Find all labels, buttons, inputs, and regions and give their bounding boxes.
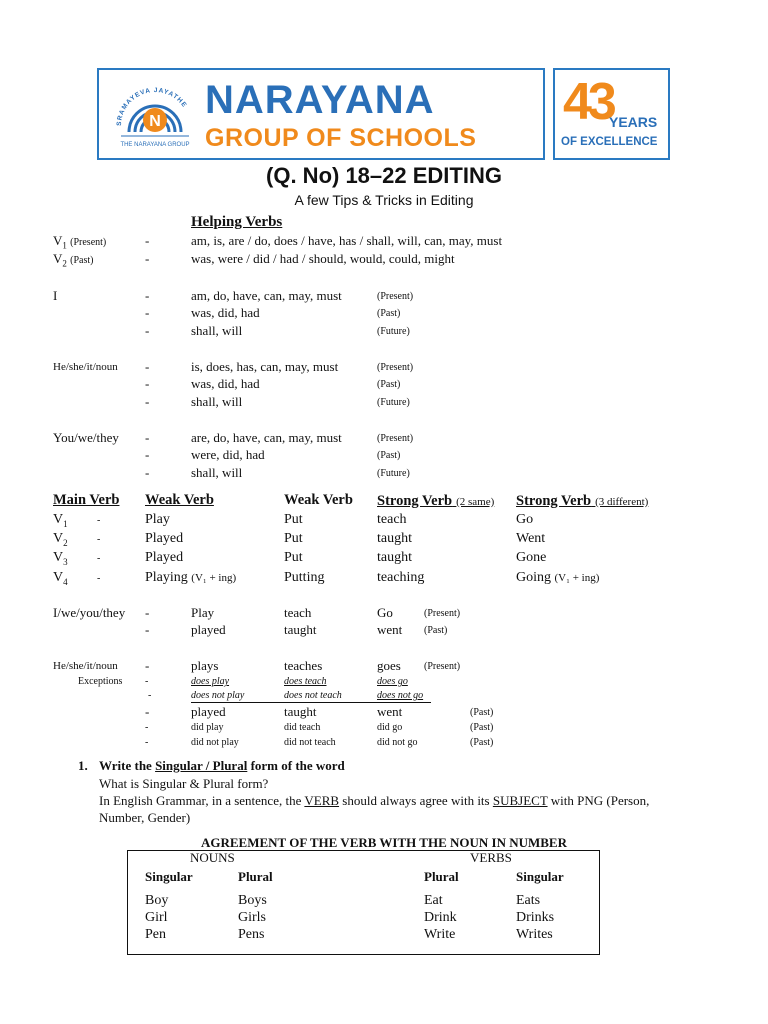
tense-tag: (Past) [424, 625, 448, 636]
years-excellence: OF EXCELLENCE [561, 136, 658, 148]
usage-cell: goes [377, 658, 401, 673]
verb-form-cell: Put [284, 512, 303, 527]
agreement-cell: Drink [424, 910, 457, 925]
agreement-cell: Pens [238, 927, 265, 942]
years-number: 43 [563, 73, 613, 131]
section-question: What is Singular & Plural form? [99, 776, 269, 791]
verb-form-label: $V_4$ [53, 570, 68, 587]
helping-verb-list: is, does, has, can, may, must [191, 359, 339, 374]
dash: - [97, 553, 101, 564]
dash: - [97, 534, 101, 545]
dash: - [145, 465, 150, 480]
verb-form-label: $V_1$ [53, 512, 68, 529]
dash: - [145, 359, 150, 374]
exception-underline [191, 702, 431, 703]
verb-form-cell: teaching [377, 570, 425, 585]
usage-cell: did go [377, 722, 403, 733]
agreement-cell: Girl [145, 910, 168, 925]
verb-form-cell: Went [516, 531, 546, 546]
dash: - [145, 658, 150, 673]
verb-form-cell: Played [145, 531, 184, 546]
col-header-weak-verb: Weak Verb [284, 492, 353, 508]
tense-tag: (Past) [470, 707, 494, 718]
section-paragraph-line2: Number, Gender) [99, 810, 191, 825]
helping-verb-list: shall, will [191, 323, 243, 338]
dash: - [145, 394, 150, 409]
table-col-header: Singular [145, 869, 193, 884]
svg-text:SRAMAYEVA JAYATHE: SRAMAYEVA JAYATHE [115, 86, 189, 127]
tense-tag: (Past) [377, 379, 401, 390]
verb-form-cell: Playing (V₁ + ing) [145, 570, 237, 585]
verb-form-cell: Go [516, 512, 534, 527]
usage-cell: Play [191, 605, 215, 620]
tense-tag: (Past) [377, 450, 401, 461]
helping-verb-list: are, do, have, can, may, must [191, 430, 342, 445]
dash: - [145, 288, 150, 303]
verb-form-cell: Put [284, 550, 303, 565]
subject-label: I [53, 288, 58, 303]
dash: - [145, 737, 149, 748]
usage-cell: plays [191, 658, 219, 673]
subject-label: You/we/they [53, 430, 119, 445]
verb-form-label: $V_3$ [53, 550, 68, 567]
section-number: 1. [78, 758, 88, 773]
usage-cell: Go [377, 605, 393, 620]
agreement-cell: Writes [516, 927, 553, 942]
usage-cell: did teach [284, 722, 321, 733]
dash: - [145, 447, 150, 462]
verb-form-cell: Put [284, 531, 303, 546]
dash: - [145, 251, 150, 266]
nouns-label: NOUNS [190, 850, 235, 865]
usage-cell: went [377, 622, 403, 637]
agreement-cell: Boys [238, 893, 267, 908]
col-header-strong-verb-3-different: Strong Verb (3 different) [516, 493, 649, 509]
tense-tag: (Future) [377, 397, 410, 408]
verb-form-cell: Play [145, 512, 170, 527]
col-header-weak-verb: Weak Verb [145, 492, 214, 508]
tense-tag: (Future) [377, 468, 410, 479]
dash: - [145, 722, 149, 733]
agreement-cell: Girls [238, 910, 266, 925]
verbs-label: VERBS [470, 850, 512, 865]
tense-tag: (Present) [424, 661, 461, 672]
usage-cell: taught [284, 704, 317, 719]
dash: - [148, 690, 152, 701]
exception-cell: does not go [377, 690, 424, 701]
usage-cell: taught [284, 622, 317, 637]
v2-label: $V_2$ (Past) [53, 251, 94, 269]
brand-name: NARAYANA [205, 78, 435, 122]
exception-cell: does not play [191, 690, 245, 701]
usage-cell: did play [191, 722, 224, 733]
exception-cell: does go [377, 676, 408, 687]
brand-subtitle: GROUP OF SCHOOLS [205, 124, 477, 152]
agreement-cell: Eat [424, 893, 443, 908]
verb-form-cell: Played [145, 550, 184, 565]
dash: - [145, 605, 150, 620]
usage-cell: teaches [284, 658, 323, 673]
verb-form-cell: Gone [516, 550, 547, 565]
tense-tag: (Future) [377, 326, 410, 337]
verb-form-cell: teach [377, 512, 407, 527]
tense-tag: (Past) [470, 722, 494, 733]
usage-cell: went [377, 704, 403, 719]
verb-form-cell: taught [377, 550, 412, 565]
helping-verb-list: was, did, had [191, 376, 260, 391]
dash: - [97, 515, 101, 526]
dash: - [97, 573, 101, 584]
school-logo-banner [97, 68, 545, 160]
tense-tag: (Past) [377, 308, 401, 319]
v2-helping-list: was, were / did / had / should, would, could, might [191, 251, 455, 266]
table-col-header: Plural [238, 869, 273, 884]
col-header-strong-verb-2-same: Strong Verb (2 same) [377, 493, 495, 509]
dash: - [145, 305, 150, 320]
section-paragraph: In English Grammar, in a sentence, the VERB should always agree with its SUBJECT with PNG (Person, [99, 793, 650, 808]
table-col-header: Plural [424, 869, 459, 884]
exceptions-label: Exceptions [78, 676, 123, 687]
tense-tag: (Present) [377, 433, 414, 444]
usage-cell: played [191, 622, 226, 637]
agreement-cell: Pen [145, 927, 166, 942]
subject-label: He/she/it/noun [53, 660, 118, 672]
section-heading: Write the Singular / Plural form of the word [99, 758, 345, 773]
page-subtitle: A few Tips & Tricks in Editing [294, 192, 474, 208]
agreement-cell: Write [424, 927, 456, 942]
helping-verbs-heading: Helping Verbs [191, 214, 283, 230]
verb-form-label: $V_2$ [53, 531, 68, 548]
verb-form-cell: Going (V₁ + ing) [516, 570, 600, 585]
tense-tag: (Present) [377, 291, 414, 302]
exception-cell: does not teach [284, 690, 342, 701]
helping-verb-list: shall, will [191, 465, 243, 480]
svg-text:N: N [149, 113, 161, 130]
subject-label: He/she/it/noun [53, 361, 118, 373]
dash: - [145, 430, 150, 445]
verb-form-cell: Putting [284, 570, 325, 585]
svg-text:THE NARAYANA GROUP: THE NARAYANA GROUP [120, 142, 190, 148]
years-word: YEARS [609, 114, 658, 130]
verb-form-cell: taught [377, 531, 412, 546]
v1-label: $V_1$ (Present) [53, 233, 107, 251]
usage-cell: teach [284, 605, 312, 620]
helping-verb-list: shall, will [191, 394, 243, 409]
dash: - [145, 704, 150, 719]
tense-tag: (Past) [470, 737, 494, 748]
agreement-cell: Drinks [516, 910, 555, 925]
dash: - [145, 233, 150, 248]
usage-cell: played [191, 704, 226, 719]
narayana-emblem-icon [109, 74, 201, 156]
usage-cell: did not play [191, 737, 239, 748]
subject-label: I/we/you/they [53, 605, 126, 620]
dash: - [145, 622, 150, 637]
v1-helping-list: am, is, are / do, does / have, has / shall, will, can, may, must [191, 233, 503, 248]
exception-cell: does teach [284, 676, 327, 687]
agreement-cell: Eats [516, 893, 541, 908]
usage-cell: did not go [377, 737, 418, 748]
agreement-title: AGREEMENT OF THE VERB WITH THE NOUN IN NUMBER [201, 835, 567, 850]
usage-cell: did not teach [284, 737, 336, 748]
dash: - [145, 676, 149, 687]
years-of-excellence-badge [553, 68, 670, 160]
page-title: (Q. No) 18–22 EDITING [266, 163, 502, 188]
tense-tag: (Present) [424, 608, 461, 619]
exception-cell: does play [191, 676, 230, 687]
helping-verb-list: am, do, have, can, may, must [191, 288, 342, 303]
dash: - [145, 376, 150, 391]
table-col-header: Singular [516, 869, 564, 884]
agreement-cell: Boy [145, 893, 169, 908]
dash: - [145, 323, 150, 338]
col-header-main-verb: Main Verb [53, 492, 120, 508]
helping-verb-list: was, did, had [191, 305, 260, 320]
helping-verb-list: were, did, had [191, 447, 265, 462]
tense-tag: (Present) [377, 362, 414, 373]
